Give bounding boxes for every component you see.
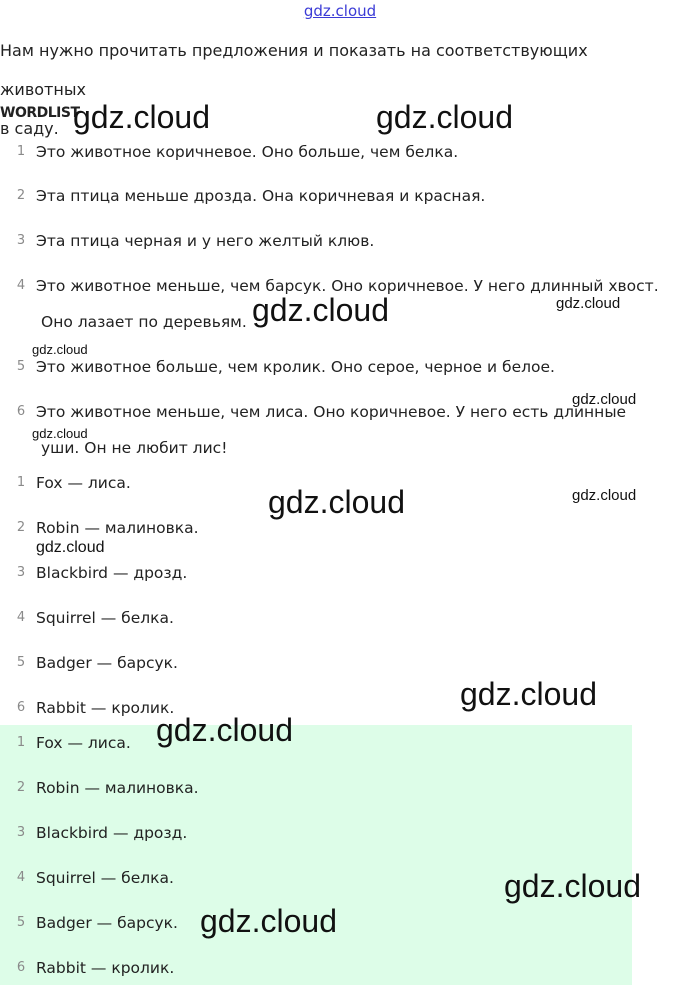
answer-text: Robin — малиновка.: [36, 779, 199, 797]
watermark: gdz.cloud: [156, 712, 293, 748]
watermark: gdz.cloud: [376, 99, 513, 135]
sentence-text: уши. Он не любит лис!: [41, 439, 228, 457]
item-number: 3: [16, 565, 26, 580]
answer-text: Robin — малиновка.: [36, 519, 199, 537]
watermark: gdz.cloud: [32, 342, 88, 357]
watermark: gdz.cloud: [556, 295, 621, 312]
watermark: gdz.cloud: [572, 487, 637, 504]
watermark: gdz.cloud: [36, 539, 105, 556]
sentence-text: Это животное больше, чем кролик. Оно серое, черное и белое.: [36, 358, 555, 376]
answer-text: Fox — лиса.: [36, 474, 131, 492]
watermark: gdz.cloud: [572, 391, 637, 408]
watermark: gdz.cloud: [32, 426, 88, 441]
item-number: 4: [16, 610, 26, 625]
item-number: 6: [16, 960, 26, 975]
item-number: 5: [16, 655, 26, 670]
item-number: 3: [16, 825, 26, 840]
item-number: 1: [16, 144, 26, 159]
sentence-text: Эта птица меньше дрозда. Она коричневая и красная.: [36, 187, 486, 205]
item-number: 4: [16, 870, 26, 885]
watermark: gdz.cloud: [268, 484, 405, 520]
answer-text: Fox — лиса.: [36, 734, 131, 752]
watermark: gdz.cloud: [504, 868, 641, 904]
item-number: 5: [16, 915, 26, 930]
answer-text: Rabbit — кролик.: [36, 959, 175, 977]
intro-line-1: Нам нужно прочитать предложения и показать на соответствующих животных: [0, 41, 588, 99]
sentence-text: Это животное меньше, чем лиса. Оно коричневое. У него есть длинные: [36, 403, 627, 421]
sentence-text: Оно лазает по деревьям.: [41, 313, 247, 331]
answer-text: Rabbit — кролик.: [36, 699, 175, 717]
item-number: 6: [16, 700, 26, 715]
item-number: 1: [16, 735, 26, 750]
sentence-text: Эта птица черная и у него желтый клюв.: [36, 232, 375, 250]
answer-text: Squirrel — белка.: [36, 869, 174, 887]
item-number: 4: [16, 278, 26, 293]
watermark: gdz.cloud: [460, 676, 597, 712]
wordlist-title: WORDLIST: [0, 105, 80, 121]
item-number: 2: [16, 780, 26, 795]
intro-line-2: в саду.: [0, 119, 59, 138]
sentence-text: Это животное коричневое. Оно больше, чем белка.: [36, 143, 459, 161]
item-number: 2: [16, 188, 26, 203]
answer-text: Badger — барсук.: [36, 914, 178, 932]
answer-text: Squirrel — белка.: [36, 609, 174, 627]
item-number: 3: [16, 233, 26, 248]
item-number: 6: [16, 404, 26, 419]
sentence-text: Это животное меньше, чем барсук. Оно коричневое. У него длинный хвост.: [36, 277, 659, 295]
answer-text: Blackbird — дрозд.: [36, 824, 188, 842]
watermark: gdz.cloud: [252, 292, 389, 328]
watermark: gdz.cloud: [200, 903, 337, 939]
highlighted-answer-panel: [0, 725, 632, 985]
site-link[interactable]: gdz.cloud: [303, 2, 377, 20]
item-number: 2: [16, 520, 26, 535]
item-number: 1: [16, 475, 26, 490]
item-number: 5: [16, 359, 26, 374]
watermark: gdz.cloud: [73, 99, 210, 135]
answer-text: Blackbird — дрозд.: [36, 564, 188, 582]
answer-text: Badger — барсук.: [36, 654, 178, 672]
